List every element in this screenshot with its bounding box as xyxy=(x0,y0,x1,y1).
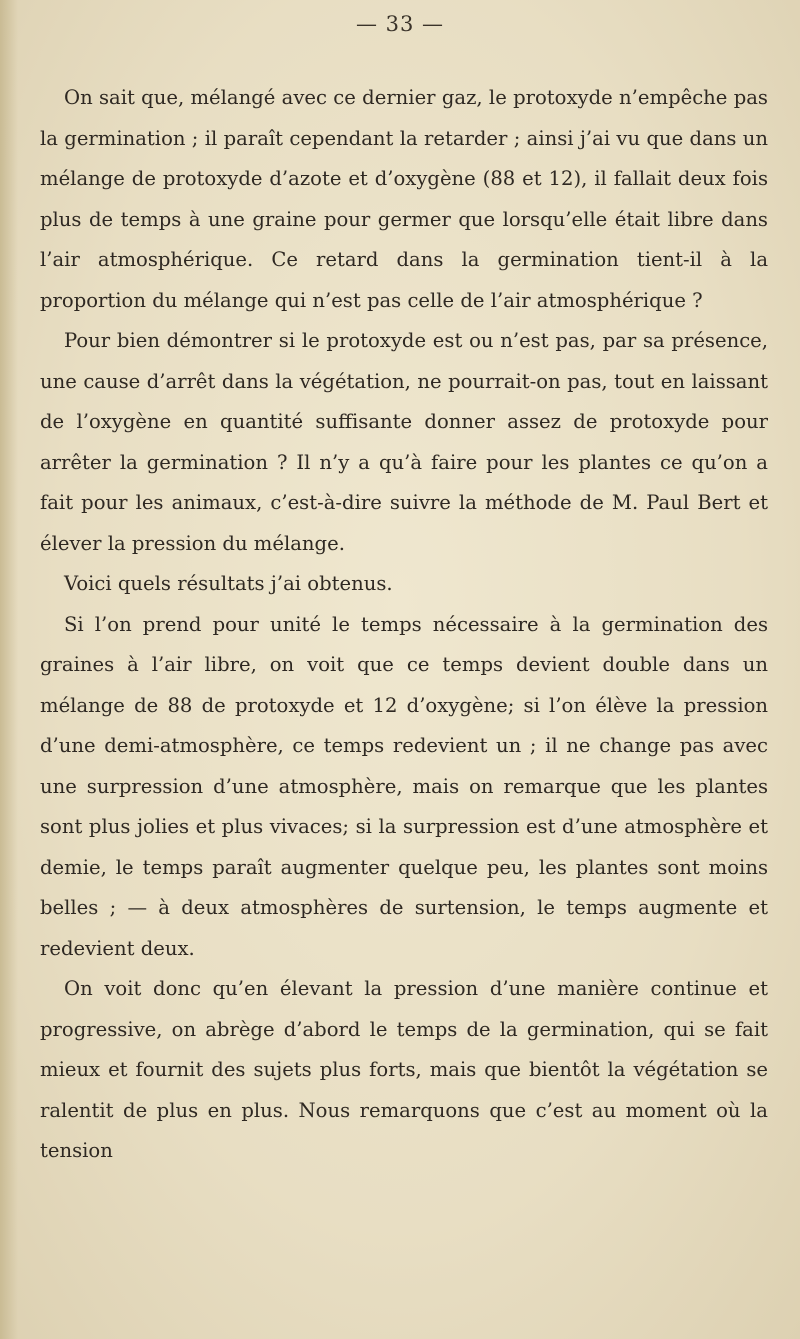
paragraph-5: On voit donc qu’en élevant la pression d’une manière continue et progressive, on abrège d’abord le temps de la germination, qui se fait mieux et fournit des sujets plus forts, mais que bientôt la végétation se ralentit de plus en plus. Nous remarquons que c’est au moment où la tension xyxy=(40,977,768,1162)
body-text xyxy=(40,78,768,1172)
page-number: — 33 — xyxy=(355,12,445,36)
page-edge-shadow xyxy=(0,0,18,1339)
paragraph-2: Pour bien démontrer si le protoxyde est ou n’est pas, par sa présence, une cause d’arrêt dans la végétation, ne pourrait-on pas, tout en laissant de l’oxygène en quantité suffisante donner assez de protoxyde pour arrêter la germination ? Il n’y a qu’à faire pour les plantes ce qu’on a fait pour les animaux, c’est-à-dire suivre la méthode de M. Paul Bert et élever la pression du mélange. xyxy=(40,329,768,555)
paragraph-1: On sait que, mélangé avec ce dernier gaz, le protoxyde n’empêche pas la germination ; il paraît cependant la retarder ; ainsi j’ai vu que dans un mélange de protoxyde d’azote et d’oxygène (88 et 12), il fallait deux fois plus de temps à une graine pour germer que lorsqu’elle était libre dans l’air atmosphérique. Ce retard dans la germination tient-il à la proportion du mélange qui n’est pas celle de l’air atmosphérique ? xyxy=(40,86,768,312)
paragraph-4: Si l’on prend pour unité le temps nécessaire à la germination des graines à l’air libre, on voit que ce temps devient double dans un mélange de 88 de protoxyde et 12 d’oxygène; si l’on élève la pression d’une demi-atmosphère, ce temps redevient un ; il ne change pas avec une surpression d’une atmosphère, mais on remarque que les plantes sont plus jolies et plus vivaces; si la surpression est d’une atmosphère et demie, le temps paraît augmenter quelque peu, les plantes sont moins belles ; — à deux atmosphères de surtension, le temps augmente et redevient deux. xyxy=(40,612,768,960)
paragraph-3: Voici quels résultats j’ai obtenus. xyxy=(64,572,393,595)
